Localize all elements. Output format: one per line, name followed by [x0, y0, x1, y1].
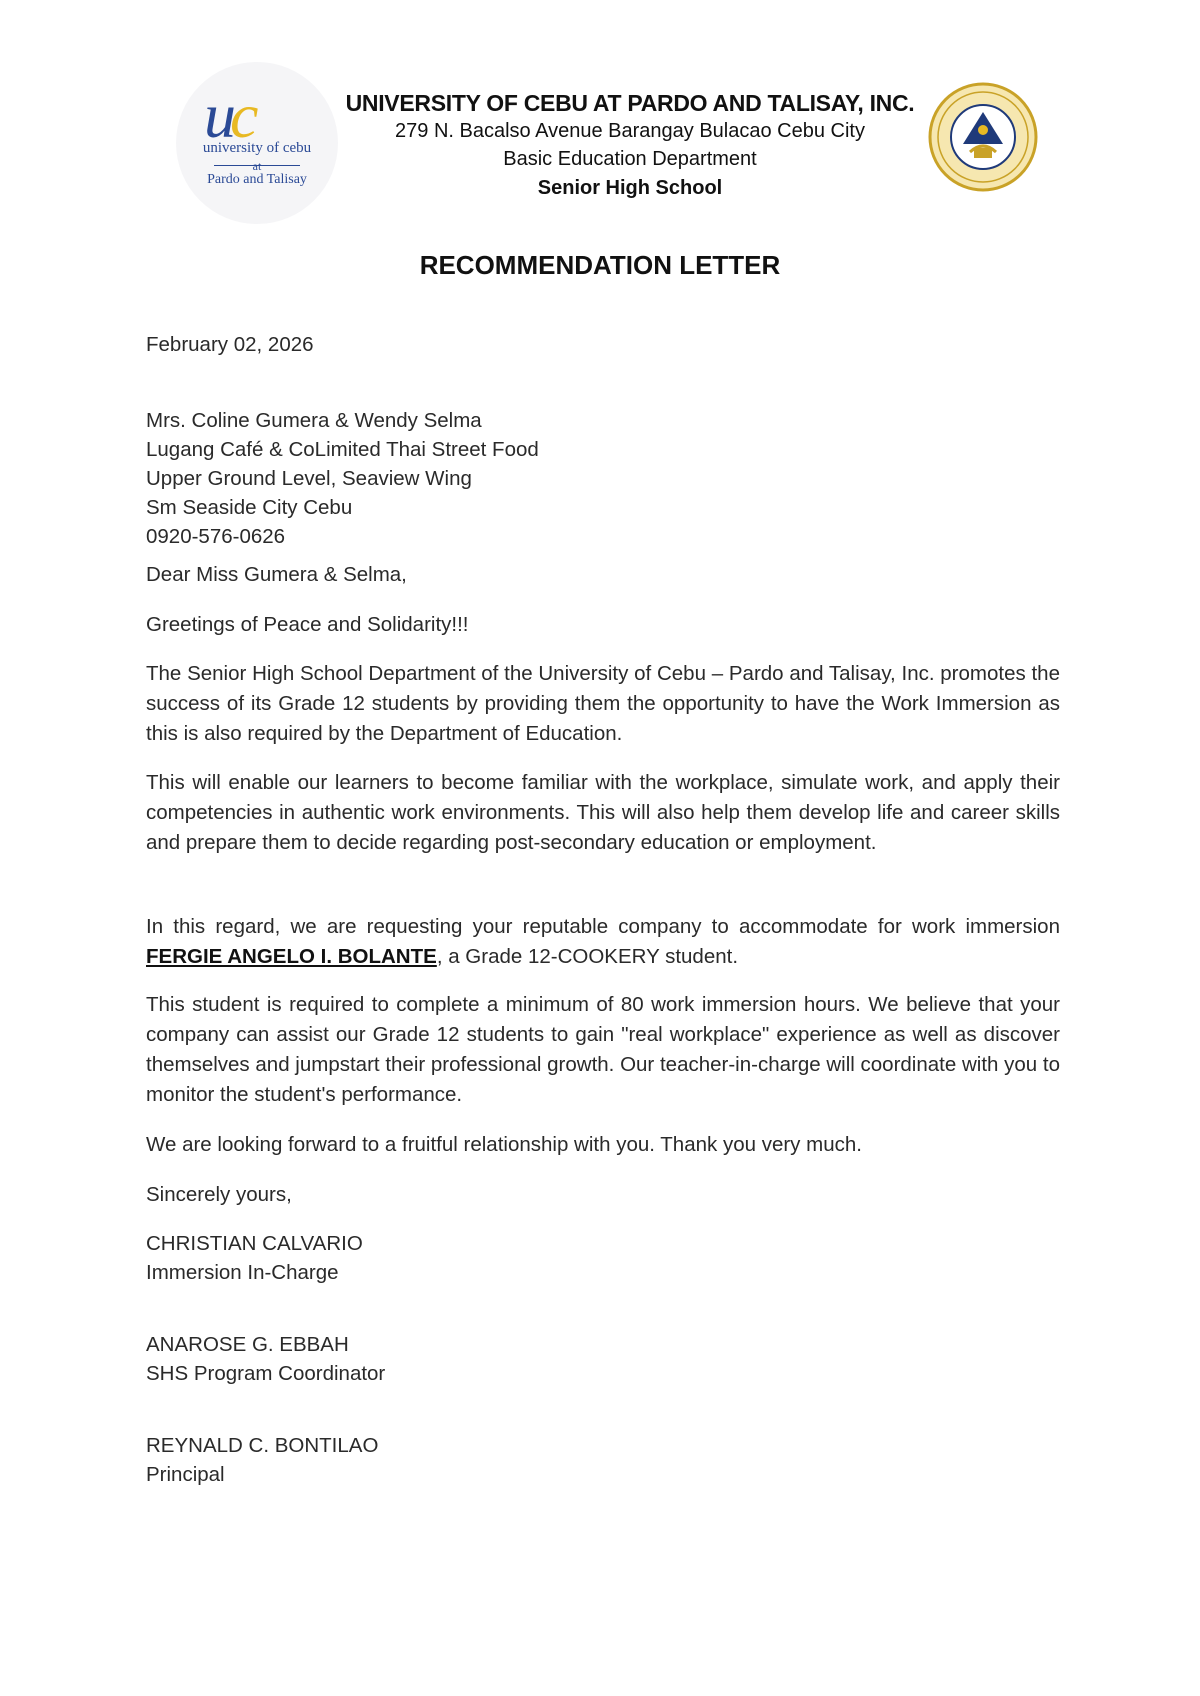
body-paragraph-4: This student is required to complete a minimum of 80 work immersion hours. We believe that your company can assist our Grade 12 students to gain "real workplace" experience as well as discover themselves and jumpstart their professional growth. Our teacher-in-charge will coordinate with you to monitor the student's performance.	[146, 993, 1060, 1106]
recipient-company: Lugang Café & CoLimited Thai Street Food	[146, 438, 539, 461]
logo-monogram: uc	[204, 80, 253, 151]
body-paragraph-5: We are looking forward to a fruitful relationship with you. Thank you very much.	[146, 1133, 862, 1156]
school-address: 279 N. Bacalso Avenue Barangay Bulacao Cebu City	[395, 120, 865, 142]
signatory-name: ANAROSE G. EBBAH	[146, 1333, 349, 1356]
greeting: Greetings of Peace and Solidarity!!!	[146, 613, 469, 636]
department-name: Basic Education Department	[503, 148, 757, 170]
closing: Sincerely yours,	[146, 1183, 292, 1206]
paragraph-3-tail: , a Grade 12-COOKERY student.	[436, 945, 739, 968]
paragraph-3-lead: In this regard, we are requesting your reputable company to accommodate for work immersion	[146, 915, 1060, 938]
letter-date: February 02, 2026	[146, 333, 314, 356]
letter-title: RECOMMENDATION LETTER	[419, 250, 781, 280]
recipient-address-line2: Sm Seaside City Cebu	[146, 496, 353, 519]
recipient-address-line1: Upper Ground Level, Seaview Wing	[146, 467, 472, 490]
recipient-name: Mrs. Coline Gumera & Wendy Selma	[146, 409, 482, 432]
body-paragraph-2: This will enable our learners to become familiar with the workplace, simulate work, and apply their competencies in authentic work environments. This will also help them develop life and career skills and prepare them to decide regarding post-secondary education or employment.	[146, 771, 1060, 854]
signatory-role: SHS Program Coordinator	[146, 1362, 386, 1385]
salutation: Dear Miss Gumera & Selma,	[146, 563, 407, 586]
signatory-program-coordinator	[146, 1330, 385, 1388]
division-name: Senior High School	[537, 177, 723, 199]
body-paragraph-1: The Senior High School Department of the University of Cebu – Pardo and Talisay, Inc. promotes the success of its Grade 12 students by providing them the opportunity to have the Work Immersion as this is also required by the Department of Education.	[146, 662, 1060, 745]
signatory-name: REYNALD C. BONTILAO	[146, 1434, 379, 1457]
signatory-name: CHRISTIAN CALVARIO	[146, 1232, 363, 1255]
signatory-role: Immersion In-Charge	[146, 1261, 339, 1284]
recipient-phone: 0920-576-0626	[146, 525, 286, 548]
school-name: UNIVERSITY OF CEBU AT PARDO AND TALISAY, INC.	[345, 90, 915, 116]
school-seal-icon	[928, 82, 1038, 192]
recipient-block	[146, 406, 539, 551]
signatory-principal	[146, 1431, 378, 1489]
logo-text-line2: at	[252, 159, 262, 173]
logo-text-line1: university of cebu	[202, 140, 312, 156]
signatory-immersion-in-charge	[146, 1229, 363, 1287]
logo-text-line3: Pardo and Talisay	[207, 172, 307, 187]
student-name: FERGIE ANGELO I. BOLANTE	[146, 945, 437, 968]
body-paragraph-3	[146, 912, 1060, 972]
school-logo	[176, 62, 338, 224]
signatory-role: Principal	[146, 1463, 225, 1486]
